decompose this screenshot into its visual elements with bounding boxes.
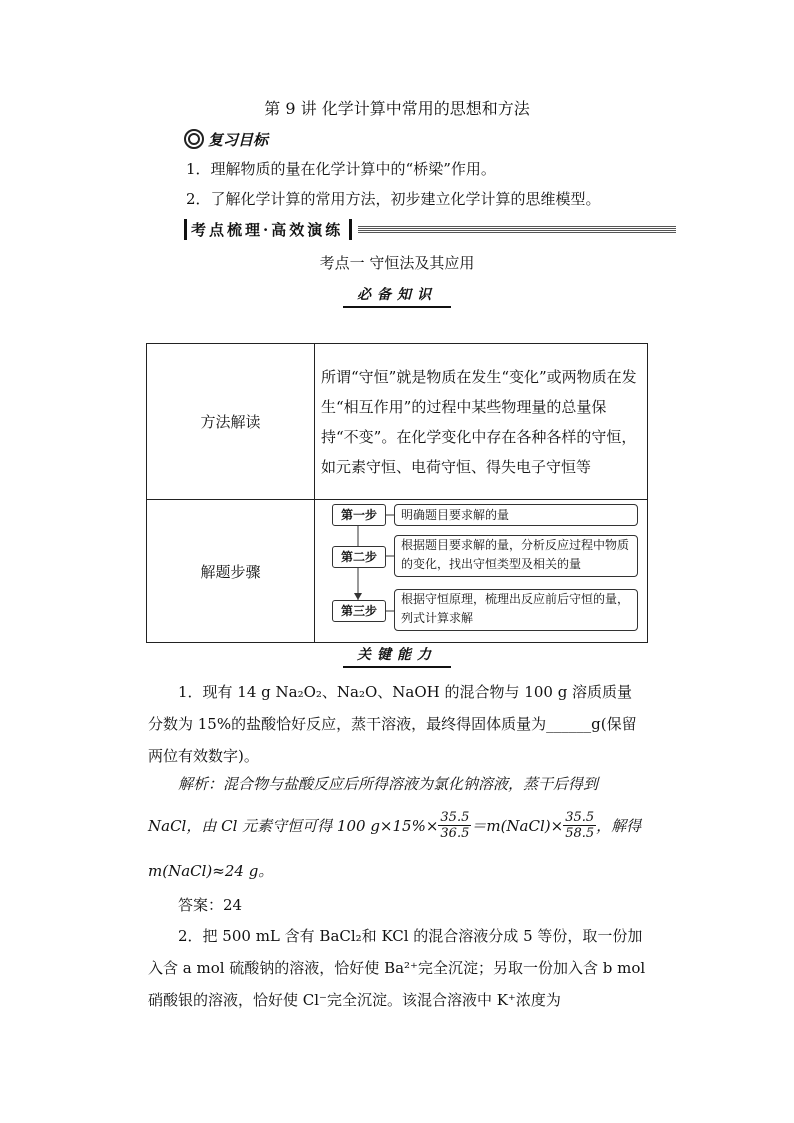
table-row [147,344,648,500]
target-icon [184,129,204,149]
question-1: 1．现有 14 g Na₂O₂、Na₂O、NaOH 的混合物与 100 g 溶质质量分数为 15%的盐酸恰好反应，蒸干溶液，最终得固体质量为______g(保留两位有效数字)。 [148,683,637,765]
step-1-text: 明确题目要求解的量 [394,504,638,526]
section-bar-label: 考点梳理·高效演练 [184,219,352,240]
question-2: 2．把 500 mL 含有 BaCl₂和 KCl 的混合溶液分成 5 等份，取一份加入含 a mol 硫酸钠的溶液，恰好使 Ba²⁺完全沉淀；另取一份加入含 b mol 硝酸银的溶液，恰好使 Cl⁻完全沉淀。该混合溶液中 K⁺浓度为 [148,927,646,1009]
fraction-1-denominator: 36.5 [440,826,470,841]
fraction-2-denominator: 58.5 [565,826,595,841]
section-bar [184,218,676,240]
q1-analysis-line3: m(NaCl)≈24 g。 [148,862,274,880]
review-goal-item: 1．理解物质的量在化学计算中的“桥梁”作用。 [186,160,496,178]
step-1-label: 第一步 [332,504,386,526]
method-table [146,343,648,643]
review-goals-label: 复习目标 [208,130,269,149]
review-goals-heading [184,128,268,150]
q1-analysis-part-b: ＝m(NaCl)× [471,816,564,835]
lesson-title: 第 9 讲 化学计算中常用的思想和方法 [264,99,530,118]
kaodian-title: 考点一 守恒法及其应用 [319,254,475,272]
table-row [147,500,648,643]
step-2-text: 根据题目要求解的量，分析反应过程中物质的变化，找出守恒类型及相关的量 [394,535,638,577]
fraction-1 [438,810,471,841]
steps-cell [315,500,648,643]
section-bar-stripe [358,225,676,233]
review-goal-item: 2．了解化学计算的常用方法，初步建立化学计算的思维模型。 [186,190,601,208]
q1-analysis-line1: 解析：混合物与盐酸反应后所得溶液为氯化钠溶液，蒸干后得到 [178,775,599,793]
method-label: 方法解读 [147,344,315,500]
fraction-2-numerator: 35.5 [565,810,595,825]
ability-banner-label: 关键能力 [343,644,451,668]
q1-analysis-part-c: ，解得 [596,816,642,835]
method-description: 所谓“守恒”就是物质在发生“变化”或两物质在发生“相互作用”的过程中某些物理量的总量保持“不变”。在化学变化中存在各种各样的守恒，如元素守恒、电荷守恒、得失电子守恒等 [315,344,648,500]
knowledge-banner [0,284,794,308]
q1-analysis-part-a: NaCl，由 Cl 元素守恒可得 100 g×15%× [148,816,439,835]
step-3-label: 第三步 [332,600,386,622]
steps-diagram [316,501,646,641]
q1-analysis-line2 [148,810,648,841]
q1-answer: 答案：24 [178,896,243,914]
knowledge-banner-label: 必备知识 [343,284,451,308]
fraction-1-numerator: 35.5 [440,810,470,825]
step-2-label: 第二步 [332,546,386,568]
steps-label: 解题步骤 [147,500,315,643]
fraction-2 [563,810,596,841]
ability-banner [0,644,794,668]
step-3-text: 根据守恒原理，梳理出反应前后守恒的量，列式计算求解 [394,589,638,631]
